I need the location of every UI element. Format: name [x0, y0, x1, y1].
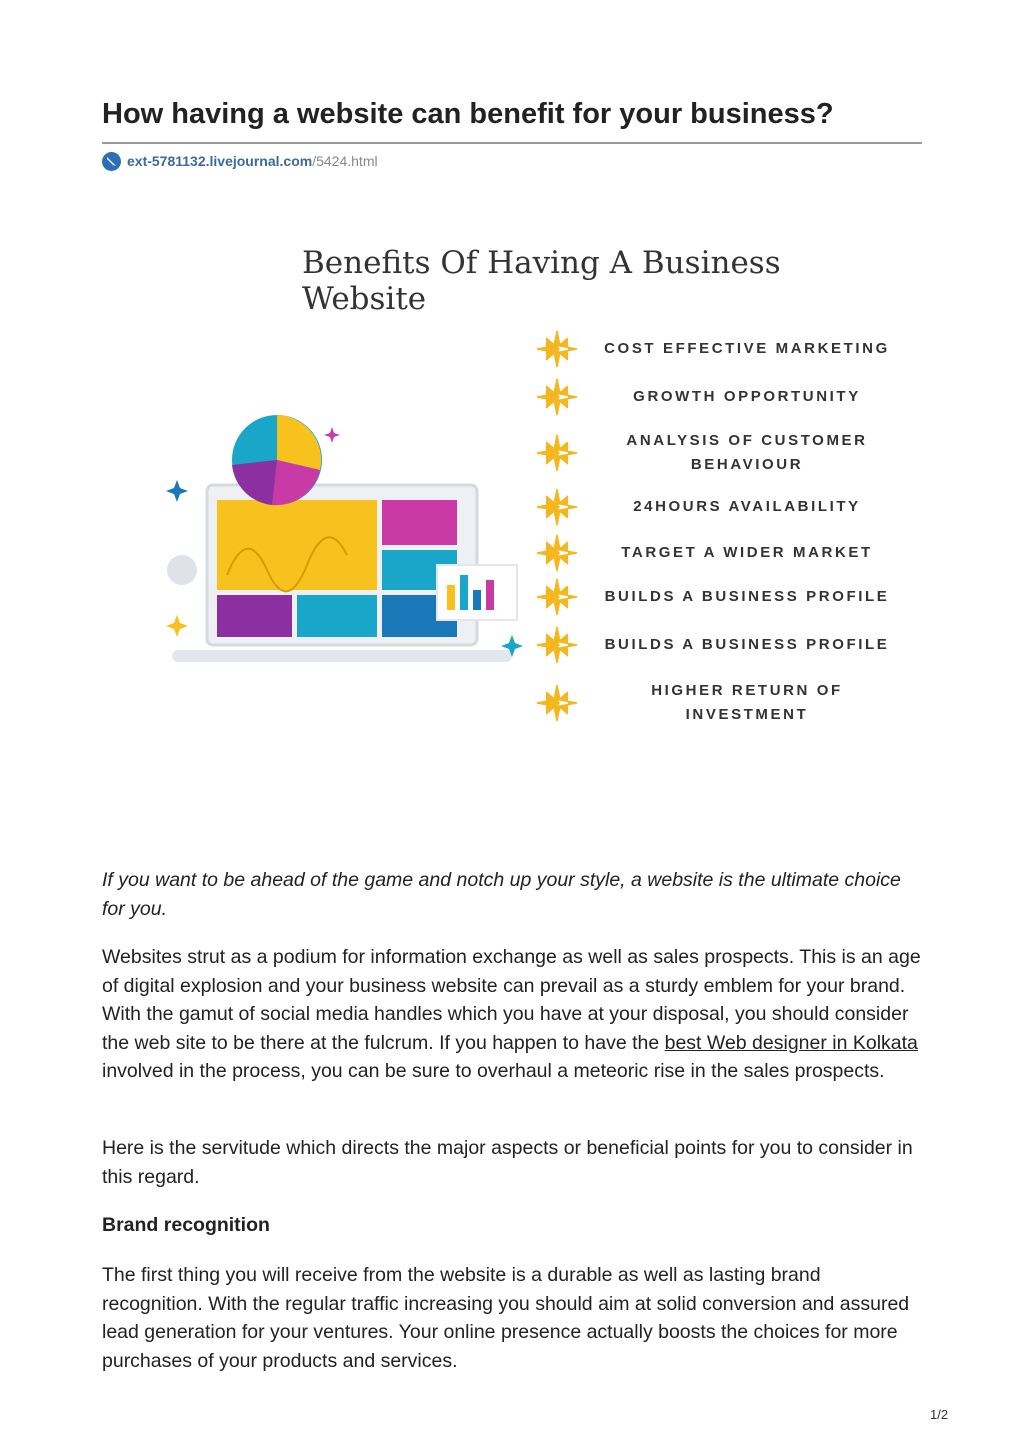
- paragraph-text: involved in the process, you can be sure to overhaul a meteoric rise in the sales prospects.: [102, 1060, 885, 1082]
- title-divider: [102, 142, 922, 144]
- sparkle-icon: [532, 329, 582, 369]
- benefit-label: COST EFFECTIVE MARKETING: [604, 340, 890, 357]
- benefit-item: [532, 529, 912, 577]
- laptop-dashboard-illustration: [152, 405, 532, 705]
- benefit-item: [532, 429, 912, 477]
- infographic-heading: Benefits Of Having A Business Website: [302, 245, 781, 317]
- article-title: How having a website can benefit for your business?: [102, 98, 834, 130]
- body-paragraph-2: Here is the servitude which directs the major aspects or beneficial points for you to consider in this regard.: [102, 1137, 913, 1188]
- body-paragraph-3: The first thing you will receive from the website is a durable as well as lasting brand recognition. With the regular traffic increasing you should aim at solid conversion and assured lead generation for your ventures. Your online presence actually boosts the choices for more purchases of your products and services.: [102, 1264, 910, 1372]
- section-heading-brand-recognition: Brand recognition: [102, 1214, 270, 1236]
- livejournal-icon: [102, 152, 121, 171]
- sparkle-icon: [532, 683, 582, 723]
- source-domain: ext-5781132.livejournal.com: [127, 153, 313, 169]
- benefit-item: [532, 483, 912, 531]
- benefit-label: HIGHER RETURN OF INVESTMENT: [651, 682, 843, 723]
- benefits-infographic: [102, 205, 912, 845]
- benefit-label: 24HOURS AVAILABILITY: [633, 498, 861, 515]
- sparkle-icon: [532, 433, 582, 473]
- benefit-label: TARGET A WIDER MARKET: [621, 544, 873, 561]
- page-number: 1/2: [930, 1407, 949, 1422]
- source-line: [102, 150, 378, 172]
- sparkle-icon: [532, 487, 582, 527]
- web-designer-link[interactable]: best Web designer in Kolkata: [664, 1031, 918, 1054]
- sparkle-icon: [532, 377, 582, 417]
- benefit-item: [532, 621, 912, 669]
- benefit-label: ANALYSIS OF CUSTOMER BEHAVIOUR: [626, 432, 868, 473]
- benefit-item: [532, 573, 912, 621]
- sparkle-icon: [532, 533, 582, 573]
- benefit-item: [532, 373, 912, 421]
- benefit-label: BUILDS A BUSINESS PROFILE: [604, 636, 890, 653]
- sparkle-icon: [532, 625, 582, 665]
- benefit-label: BUILDS A BUSINESS PROFILE: [604, 588, 890, 605]
- source-path: /5424.html: [312, 153, 378, 169]
- body-paragraph-1: [102, 943, 922, 1086]
- source-link[interactable]: [127, 153, 378, 169]
- paragraph-text: Websites strut as a podium for information exchange as well as sales prospects. This is an age of digital explosion and your business website can prevail as a sturdy emblem for your brand. With the gamut of social media handles which you have at your disposal, you should consider the web site to be there at the fulcrum. If you happen to have the: [102, 946, 921, 1054]
- benefit-item: [532, 679, 912, 727]
- benefit-list: [532, 325, 912, 725]
- sparkle-icon: [532, 577, 582, 617]
- benefit-label: GROWTH OPPORTUNITY: [633, 388, 861, 405]
- intro-paragraph: If you want to be ahead of the game and notch up your style, a website is the ultimate choice for you.: [102, 869, 901, 920]
- benefit-item: [532, 325, 912, 373]
